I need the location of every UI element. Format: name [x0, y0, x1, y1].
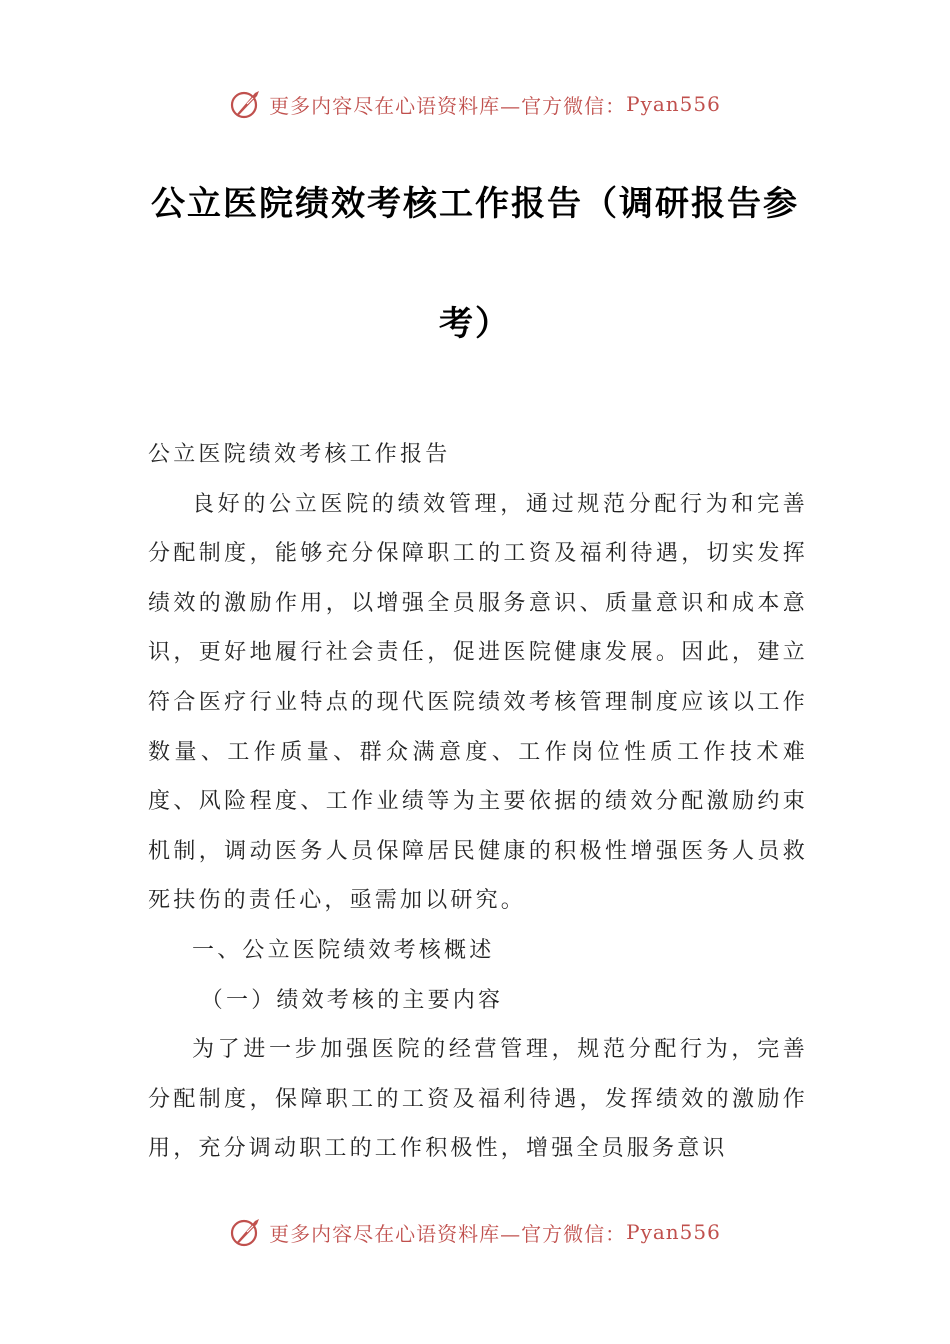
document-title-line1: 公立医院绩效考核工作报告（调研报告参 — [151, 184, 799, 224]
subsection-heading-1: （一）绩效考核的主要内容 — [200, 987, 504, 1013]
watermark-text: 更多内容尽在心语资料库—官方微信： — [269, 93, 627, 118]
footer-watermark — [0, 1212, 950, 1252]
quill-pen-logo-icon — [229, 87, 263, 121]
paragraph-content: 为了进一步加强医院的经营管理，规范分配行为，完善分配制度，保障职工的工资及福利待遇，发挥绩效的激励作用，充分调动职工的工作积极性，增强全员服务意识 — [148, 1037, 808, 1162]
document-title-line2: 考） — [439, 304, 511, 344]
watermark-wechat-id: Pyan556 — [626, 92, 721, 116]
watermark-wechat-id: Pyan556 — [626, 1220, 721, 1244]
header-watermark — [0, 84, 950, 124]
document-body — [148, 430, 808, 1174]
body-heading: 公立医院绩效考核工作报告 — [148, 442, 451, 467]
section-heading-1: 一、公立医院绩效考核概述 — [192, 937, 495, 963]
paragraph-intro: 良好的公立医院的绩效管理，通过规范分配行为和完善分配制度，能够充分保障职工的工资及福利待遇，切实发挥绩效的激励作用，以增强全员服务意识、质量意识和成本意识，更好地履行社会责任，促进医院健康发展。因此，建立符合医疗行业特点的现代医院绩效考核管理制度应该以工作数量、工作质量、群众满意度、工作岗位性质工作技术难度、风险程度、工作业绩等为主要依据的绩效分配激励约束机制，调动医务人员保障居民健康的积极性增强医务人员救死扶伤的责任心，亟需加以研究。 — [148, 491, 808, 914]
quill-pen-logo-icon — [229, 1215, 263, 1249]
watermark-text: 更多内容尽在心语资料库—官方微信： — [269, 1221, 627, 1246]
